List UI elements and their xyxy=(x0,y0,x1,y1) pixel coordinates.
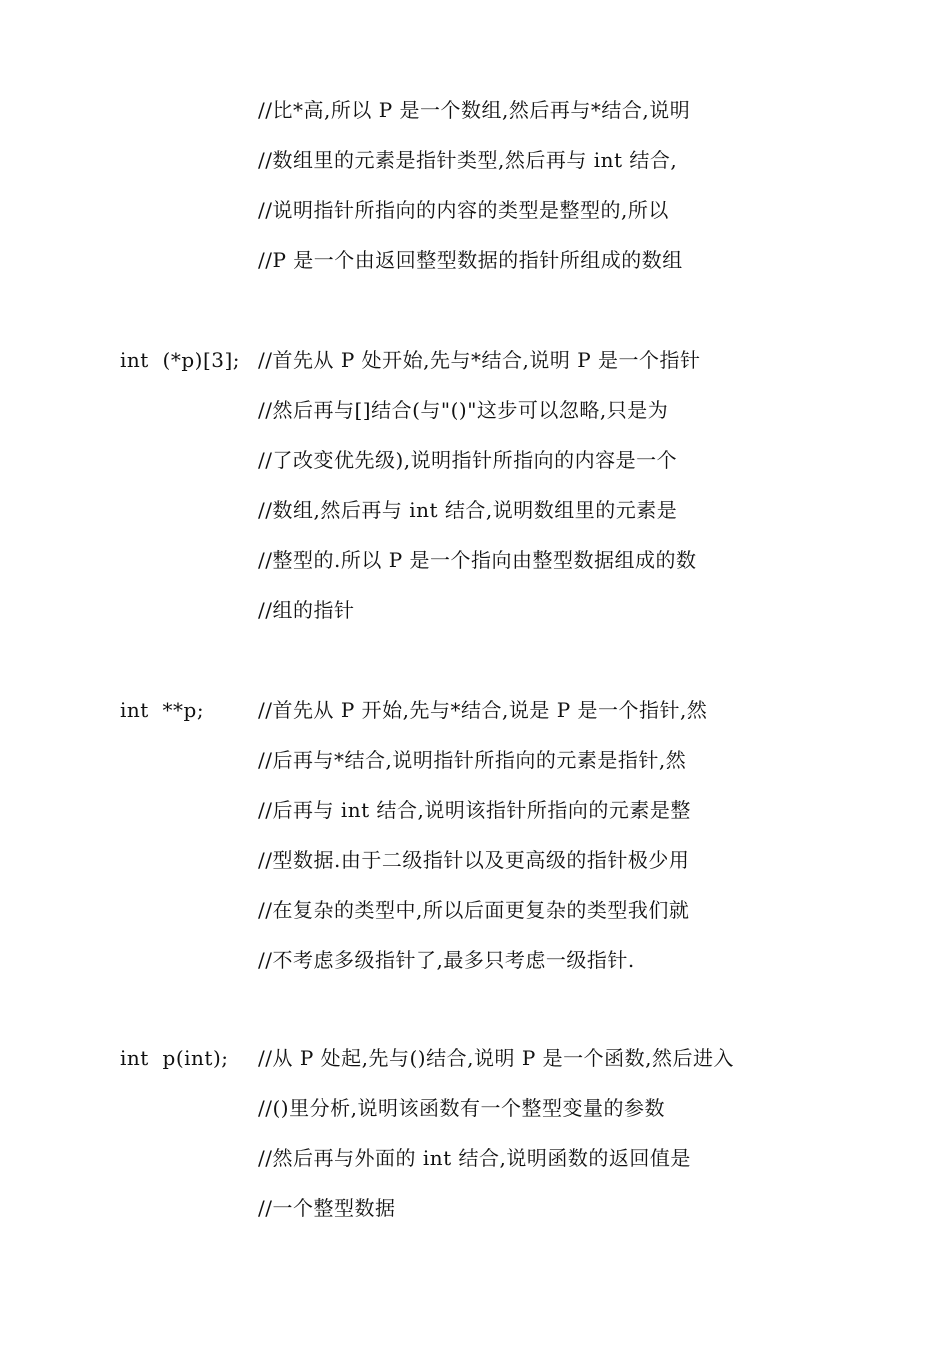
comment-line: //在复杂的类型中,所以后面更复杂的类型我们就 xyxy=(258,898,690,922)
comment-line: //整型的.所以 P 是一个指向由整型数据组成的数 xyxy=(258,548,697,572)
comment-line: //首先从 P 开始,先与*结合,说是 P 是一个指针,然 xyxy=(258,698,708,722)
code-declaration: int **p; xyxy=(120,698,205,722)
comment-line: //一个整型数据 xyxy=(258,1196,396,1220)
comment-line: //从 P 处起,先与()结合,说明 P 是一个函数,然后进入 xyxy=(258,1046,734,1070)
comment-line: //()里分析,说明该函数有一个整型变量的参数 xyxy=(258,1096,665,1120)
comment-line: //后再与 int 结合,说明该指针所指向的元素是整 xyxy=(258,798,691,822)
comment-line: //不考虑多级指针了,最多只考虑一级指针. xyxy=(258,948,635,972)
comment-line: //型数据.由于二级指针以及更高级的指针极少用 xyxy=(258,848,690,872)
comment-line: //组的指针 xyxy=(258,598,355,622)
comment-line: //然后再与外面的 int 结合,说明函数的返回值是 xyxy=(258,1146,691,1170)
comment-line: //说明指针所指向的内容的类型是整型的,所以 xyxy=(258,198,669,222)
comment-line: //比*高,所以 P 是一个数组,然后再与*结合,说明 xyxy=(258,98,691,122)
comment-line: //P 是一个由返回整型数据的指针所组成的数组 xyxy=(258,248,683,272)
comment-line: //首先从 P 处开始,先与*结合,说明 P 是一个指针 xyxy=(258,348,701,372)
comment-line: //然后再与[]结合(与"()"这步可以忽略,只是为 xyxy=(258,398,669,422)
comment-line: //数组,然后再与 int 结合,说明数组里的元素是 xyxy=(258,498,678,522)
comment-line: //数组里的元素是指针类型,然后再与 int 结合, xyxy=(258,148,678,172)
code-declaration: int (*p)[3]; xyxy=(120,348,241,372)
code-declaration: int p(int); xyxy=(120,1046,229,1070)
comment-line: //了改变优先级),说明指针所指向的内容是一个 xyxy=(258,448,678,472)
comment-line: //后再与*结合,说明指针所指向的元素是指针,然 xyxy=(258,748,687,772)
